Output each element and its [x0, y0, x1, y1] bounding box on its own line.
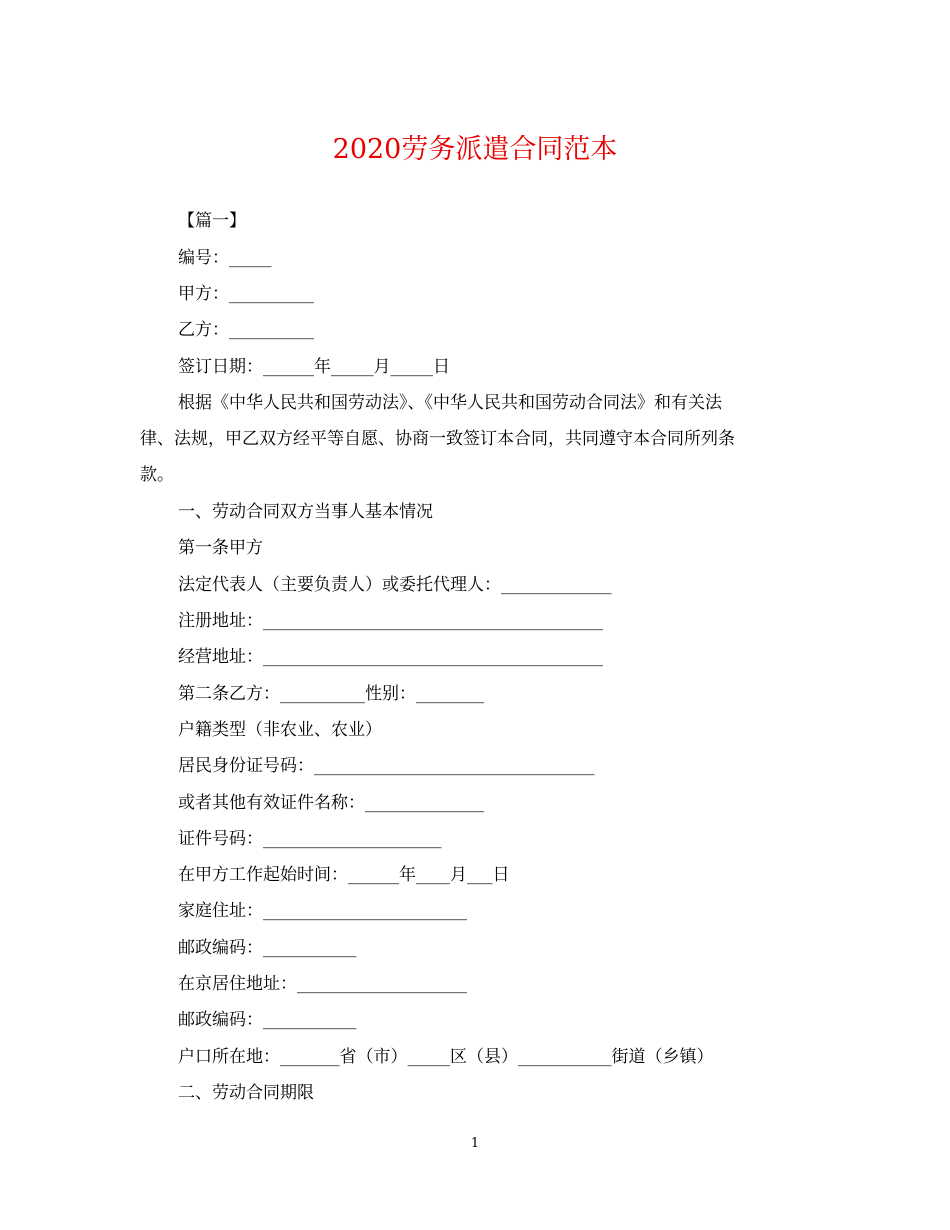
contract-number-line: 编号：_____: [178, 248, 272, 268]
party-a-line: 甲方：__________: [178, 284, 314, 304]
legal-representative-line: 法定代表人（主要负责人）或委托代理人：_____________: [178, 575, 612, 595]
document-title: 2020劳务派遣合同范本: [332, 134, 618, 165]
start-date-line: 在甲方工作起始时间：______年____月___日: [178, 865, 510, 885]
article-one-heading: 第一条甲方: [178, 538, 263, 558]
preamble-line-1: 根据《中华人民共和国劳动法》、《中华人民共和国劳动合同法》和有关法: [178, 393, 722, 413]
party-b-line: 乙方：__________: [178, 320, 314, 340]
id-number-line: 居民身份证号码：_________________________________: [178, 756, 595, 776]
beijing-address-line: 在京居住地址：____________________: [178, 974, 467, 994]
page-number: 1: [470, 1136, 480, 1151]
preamble-line-2: 律、法规，甲乙双方经平等自愿、协商一致签订本合同，共同遵守本合同所列条: [140, 429, 735, 449]
signing-date-line: 签订日期：______年_____月_____日: [178, 357, 450, 377]
postal-code-line-2: 邮政编码：___________: [178, 1010, 357, 1030]
home-address-line: 家庭住址：________________________: [178, 901, 467, 921]
other-id-name-line: 或者其他有效证件名称：______________: [178, 793, 484, 813]
section-two-heading: 二、劳动合同期限: [178, 1083, 314, 1103]
business-address-line: 经营地址：________________________________________: [178, 647, 603, 667]
household-location-line: 户口所在地：_______省（市）_____区（县）___________街道（乡镇）: [178, 1047, 714, 1067]
article-two-line: 第二条乙方：__________性别：________: [178, 684, 484, 704]
section-one-heading: 一、劳动合同双方当事人基本情况: [178, 502, 433, 522]
registered-address-line: 注册地址：________________________________________: [178, 611, 603, 631]
household-type-line: 户籍类型（非农业、农业）: [178, 720, 382, 740]
certificate-number-line: 证件号码：_____________________: [178, 829, 442, 849]
section-heading-part-one: 【篇一】: [178, 211, 246, 231]
preamble-line-3: 款。: [140, 465, 174, 485]
postal-code-line-1: 邮政编码：___________: [178, 938, 357, 958]
